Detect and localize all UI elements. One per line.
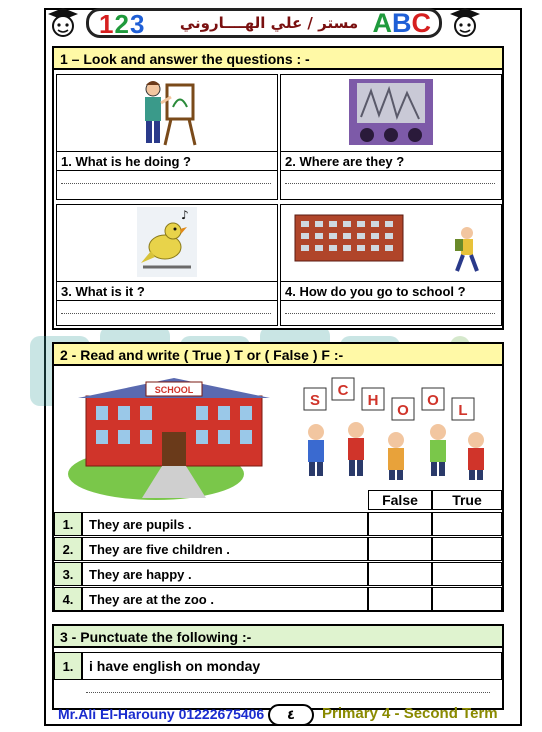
- answer-line[interactable]: [86, 692, 490, 693]
- table-row: [54, 587, 502, 611]
- header-letter: C: [411, 8, 431, 38]
- sign-letter: C: [337, 382, 349, 399]
- header-number: 3: [129, 9, 146, 38]
- page-number: ٤: [268, 704, 314, 726]
- grade-term-label: Primary 4 - Second Term: [322, 705, 498, 722]
- header-letter: B: [392, 8, 412, 38]
- question-text: 4. How do you go to school ?: [281, 281, 501, 301]
- section-title: 2 - Read and write ( True ) T or ( False ) F :-: [54, 344, 502, 366]
- true-answer-box[interactable]: [432, 537, 502, 561]
- item-number: 1.: [54, 652, 82, 680]
- answer-line[interactable]: [285, 313, 495, 314]
- table-row: [54, 562, 502, 586]
- true-answer-box[interactable]: [432, 562, 502, 586]
- table-row: [54, 537, 502, 561]
- false-answer-box[interactable]: [368, 512, 432, 536]
- page-header: [86, 8, 442, 38]
- bird-icon: [57, 205, 277, 279]
- school-children-picture: [66, 374, 506, 500]
- true-answer-box[interactable]: [432, 512, 502, 536]
- false-answer-box[interactable]: [368, 587, 432, 611]
- row-statement: They are pupils .: [82, 512, 368, 536]
- row-number: 4.: [54, 587, 82, 611]
- row-number: 1.: [54, 512, 82, 536]
- page-footer: [58, 704, 498, 728]
- answer-line[interactable]: [61, 313, 271, 314]
- section-true-or-false: [52, 342, 504, 612]
- punctuate-item: [54, 652, 502, 680]
- question-cell: [56, 74, 278, 200]
- sign-letter: L: [458, 402, 468, 419]
- svg-text:♪: ♪: [181, 208, 189, 222]
- question-text: 2. Where are they ?: [281, 151, 501, 171]
- question-text: 1. What is he doing ?: [57, 151, 277, 171]
- header-numbers: [99, 9, 145, 38]
- answer-line[interactable]: [61, 183, 271, 184]
- school-walking-icon: [281, 205, 501, 279]
- false-answer-box[interactable]: [368, 537, 432, 561]
- header-letter: A: [372, 8, 392, 38]
- question-text: 3. What is it ?: [57, 281, 277, 301]
- teacher-contact: Mr.Ali El-Harouny 01222675406: [58, 706, 265, 722]
- true-answer-box[interactable]: [432, 587, 502, 611]
- sign-letter: H: [367, 392, 379, 409]
- header-number: 2: [114, 9, 130, 38]
- school-sign: SCHOOL: [154, 385, 194, 395]
- graduate-kid-icon: [448, 6, 482, 40]
- question-cell: [280, 204, 502, 326]
- header-letters: [373, 8, 432, 38]
- question-cell: [56, 204, 278, 326]
- painter-icon: [57, 75, 277, 149]
- row-number: 2.: [54, 537, 82, 561]
- section-punctuate: [52, 624, 504, 710]
- section-look-and-answer: [52, 46, 504, 330]
- section-title: 3 - Punctuate the following :-: [54, 626, 502, 648]
- row-number: 3.: [54, 562, 82, 586]
- true-column-header: True: [432, 490, 502, 510]
- section-title: 1 – Look and answer the questions : -: [54, 48, 502, 70]
- header-number: 1: [99, 9, 115, 38]
- row-statement: They are happy .: [82, 562, 368, 586]
- answer-line[interactable]: [285, 183, 495, 184]
- teacher-name-arabic: مستر / علي الهــــاروني: [179, 14, 359, 32]
- row-statement: They are five children .: [82, 537, 368, 561]
- sign-letter: S: [309, 392, 321, 409]
- sign-letter: O: [397, 402, 409, 419]
- cinema-icon: [281, 75, 501, 149]
- false-column-header: False: [368, 490, 432, 510]
- question-cell: [280, 74, 502, 200]
- row-statement: They are at the zoo .: [82, 587, 368, 611]
- sentence-text: i have english on monday: [82, 652, 502, 680]
- graduate-kid-icon: [46, 6, 80, 40]
- false-answer-box[interactable]: [368, 562, 432, 586]
- sign-letter: O: [427, 392, 439, 409]
- table-row: [54, 512, 502, 536]
